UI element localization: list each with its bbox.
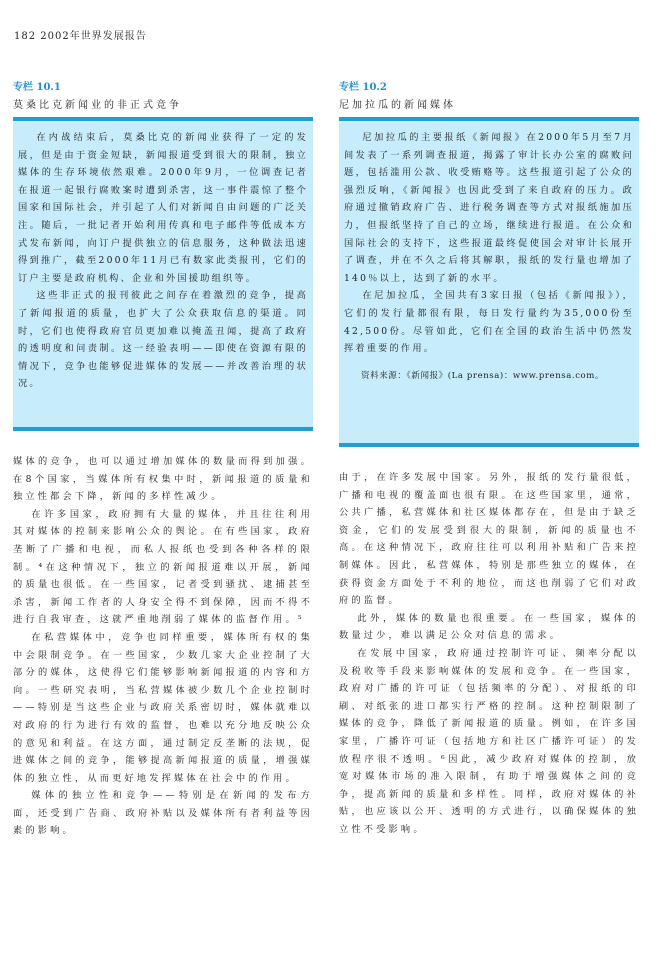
box1-paragraph: 在内战结束后，莫桑比克的新闻业获得了一定的发展，但是由于资金短缺，新闻报道受到很大的限制，独立媒体的生存环境依然艰难。2000年9月，一位调查记者在报道一起银行腐败案时遭到杀害，这一事件震惊了整个国家和国际社会，并引起了人们对新闻自由问题的广泛关注。随后，一批记者开始利用传真和电子邮件等低成本方式发布新闻，向订户提供独立的信息服务，这种做法迅速得到推广，截至2000年11月已有数家此类报刊，它们的订户主要是政府机构、企业和外国援助组织等。	[18, 132, 308, 284]
box2-title: 尼加拉瓜的新闻媒体	[339, 95, 639, 121]
left-column	[13, 80, 313, 915]
box2-panel	[339, 121, 639, 447]
box2-label: 专栏 10.2	[339, 82, 387, 93]
right-column	[339, 80, 639, 933]
right-body-text	[339, 469, 639, 933]
body-paragraph: 媒体的独立性和竞争——特别是在新闻的发布方面，还受到广告商、政府补贴以及媒体所有者利益等因素的影响。	[13, 790, 313, 837]
box1-paragraph: 这些非正式的报刊彼此之间存在着激烈的竞争，提高了新闻报道的质量，也扩大了公众获取信息的渠道。同时，它们也使得政府官员更加难以掩盖丑闻，提高了政府的透明度和问责制。这一经验表明——即使在资源有限的情况下，竞争也能够促进媒体的发展——并改善治理的状况。	[18, 290, 308, 390]
body-paragraph: 在许多国家，政府拥有大量的媒体，并且往往利用其对媒体的控制来影响公众的舆论。在有些国家，政府垄断了广播和电视，而私人报纸也受到各种各样的限制。⁴在这种情况下，独立的新闻报道难以开展，新闻的质量也很低。在一些国家，记者受到骚扰、逮捕甚至杀害，新闻工作者的人身安全得不到保障，因而不得不进行自我审查，这就严重地削弱了媒体的监督作用。⁵	[13, 508, 313, 626]
box2-paragraph: 在尼加拉瓜，全国共有3家日报（包括《新闻报》），它们的发行量都很有限，每日发行量约为35,000份至42,500份。尽管如此，它们在全国的政治生活中仍然发挥着重要的作用。	[344, 290, 634, 355]
box1-panel	[13, 121, 313, 431]
body-paragraph: 在发展中国家，政府通过控制许可证、频率分配以及税收等手段来影响媒体的发展和竞争。在一些国家，政府对广播的许可证（包括频率的分配）、对报纸的印刷、对纸张的进口都实行严格的控制。这种控制限制了媒体的竞争，降低了新闻报道的质量。例如，在许多国家里，广播许可证（包括地方和社区广播许可证）的发放程序很不透明。⁶因此，减少政府对媒体的控制，放宽对媒体市场的准入限制，有助于增强媒体之间的竞争，提高新闻的质量和多样性。同样，政府对媒体的补贴，也应该以公开、透明的方式进行，以确保媒体的独立性不受影响。	[339, 647, 639, 835]
box1-title: 莫桑比克新闻业的非正式竞争	[13, 95, 313, 121]
running-header: 182 2002年世界发展报告	[14, 31, 147, 42]
box2-paragraph: 尼加拉瓜的主要报纸《新闻报》在2000年5月至7月间发表了一系列调查报道，揭露了审计长办公室的腐败问题，包括滥用公款、收受贿赂等。这些报道引起了公众的强烈反响，《新闻报》也因此受到了来自政府的压力。政府通过撤销政府广告、进行税务调查等方式对报纸施加压力，但报纸坚持了自己的立场，继续进行报道。在公众和国际社会的支持下，这些报道最终促使国会对审计长展开了调查，并在不久之后将其解职，报纸的发行量也增加了140％以上，达到了新的水平。	[344, 132, 634, 284]
body-paragraph: 此外，媒体的数量也很重要。在一些国家，媒体的数量过少，难以满足公众对信息的需求。	[339, 612, 639, 642]
box2-source: 资料来源：《新闻报》(La prensa)：www.prensa.com。	[361, 370, 605, 381]
body-paragraph: 媒体的竞争，也可以通过增加媒体的数量而得到加强。在8个国家，当媒体所有权集中时，新闻报道的质量和独立性都会下降，新闻的多样性减少。	[13, 456, 313, 503]
body-paragraph: 在私营媒体中，竞争也同样重要，媒体所有权的集中会限制竞争。在一些国家，少数几家大企业控制了大部分的媒体，这使得它们能够影响新闻报道的内容和方向。一些研究表明，当私营媒体被少数几个企业控制时——特别是当这些企业与政府关系密切时，媒体就难以对政府的行为进行有效的监督，也难以充分地反映公众的意见和利益。在这方面，通过制定反垄断的法规，促进媒体之间的竞争，能够提高新闻报道的质量，增强媒体的独立性，从而更好地发挥媒体在社会中的作用。	[13, 631, 313, 784]
body-paragraph: 由于，在许多发展中国家。另外，报纸的发行量很低，广播和电视的覆盖面也很有限。在这些国家里，通常，公共广播，私营媒体和社区媒体都存在，但是由于缺乏资金，它们的发展受到很大的限制，新闻的质量也不高。在这种情况下，政府往往可以利用补贴和广告来控制媒体。因此，私营媒体，特别是那些独立的媒体，在获得资金方面处于不利的地位，而这也削弱了它们对政府的监督。	[339, 472, 639, 607]
box1-label: 专栏 10.1	[13, 82, 61, 93]
left-body-text	[13, 453, 313, 915]
